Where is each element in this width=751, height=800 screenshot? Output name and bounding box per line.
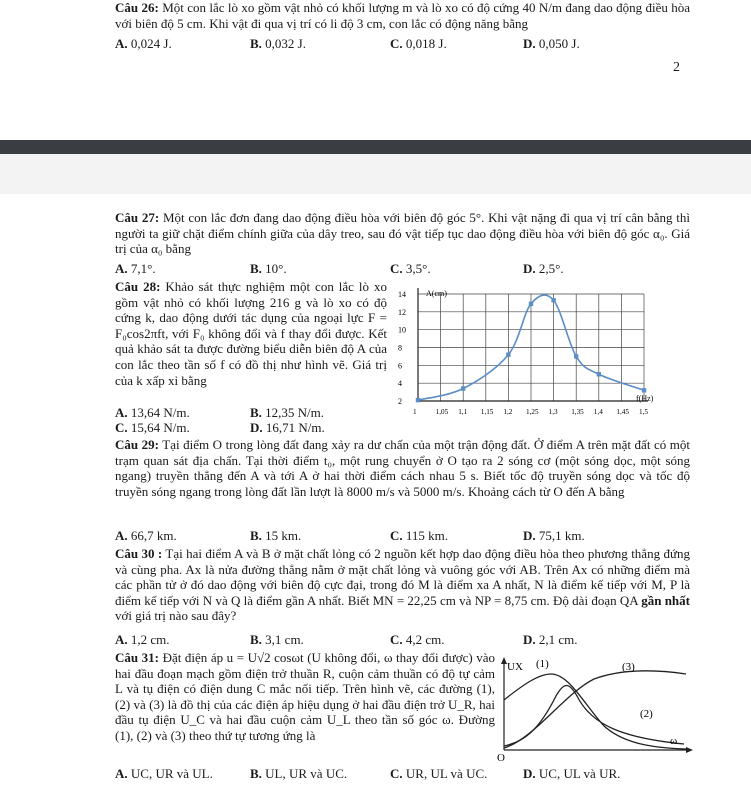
question-27 [115, 210, 690, 257]
curve-1-label: (1) [536, 658, 549, 670]
option-c: C. 15,64 N/m. [115, 420, 190, 435]
y-tick-label: 4 [398, 379, 402, 389]
option-d: D. 2,1 cm. [523, 632, 578, 647]
question-emphasis: gần nhất [641, 592, 690, 608]
option-c: C. 4,2 cm. [390, 632, 445, 647]
x-tick-label: 1,05 [435, 408, 449, 416]
origin-label: O [497, 752, 505, 764]
answer-options-28 [115, 405, 695, 421]
answer-options-26 [115, 36, 695, 52]
answer-options-28b [115, 420, 695, 436]
question-label: Câu 27: [115, 210, 160, 225]
question-label: Câu 26: [115, 0, 159, 15]
option-d: D. 75,1 km. [523, 528, 585, 543]
x-tick-label: 1,2 [503, 408, 513, 416]
option-d: D. 16,71 N/m. [250, 420, 325, 435]
voltage-curves-figure [494, 654, 694, 764]
option-c: C. UR, UL và UC. [390, 766, 488, 781]
option-a: A. 7,1°. [115, 261, 156, 276]
option-d: D. UC, UL và UR. [523, 766, 621, 781]
data-point [551, 298, 555, 302]
y-tick-labels [398, 290, 406, 406]
y-axis-label: UX [507, 661, 523, 673]
x-tick-label: 1,4 [593, 408, 603, 416]
y-tick-label: 6 [398, 361, 402, 371]
chart-grid [418, 294, 644, 401]
question-label: Câu 30 : [115, 546, 163, 561]
question-text: Một con lắc đơn đang dao động điều hòa với biên độ góc 5°. Khi vật nặng đi qua vị trí cân bằng thì người ta giữ chặt điểm chính giữa của dây treo, sau đó vật tiếp tục dao động điều hòa với biên độ góc α₀. Giá trị của α₀ bằng [115, 210, 691, 257]
page-3 [0, 194, 751, 800]
question-text: Đặt điện áp u = U√2 cosωt (U không đổi, ω thay đổi được) vào hai đầu đoạn mạch gồm điện trở thuần R, cuộn cảm thuần có độ tự cảm L và tụ điện có điện dung C mắc nối tiếp. Trên hình vẽ, các đường (1), (2) và (3) là đồ thị của các điện áp hiệu dụng ở hai đầu điện trở U_R, hai đầu tụ điện U_C và hai đầu cuộn cảm U_L theo tần số góc ω. Đường (1), (2) và (3) theo thứ tự tương ứng là [115, 650, 495, 743]
question-text: Tại hai điểm A và B ở mặt chất lỏng có 2 nguồn kết hợp dao động điều hòa theo phương thẳng đứng và cùng pha. Ax là nửa đường thẳng nằm ở mặt chất lỏng và vuông góc với AB. Trên Ax có những điểm mà các phần tử ở đó dao động với biên độ cực đại, trong đó M là điểm xa A nhất, N là điểm kế tiếp với M, P là điểm kế tiếp với N và Q là điểm gần A nhất. Biết MN = 22,25 cm và NP = 8,75 cm. Độ dài đoạn QA [115, 546, 691, 608]
x-tick-label: 1,15 [480, 408, 494, 416]
question-text: Một con lắc lò xo gồm vật nhỏ có khối lượng m và lò xo có độ cứng 40 N/m đang dao động điều hòa với biên độ 5 cm. Khi vật đi qua vị trí có li độ 3 cm, con lắc có động năng bằng [115, 0, 691, 31]
resonance-chart [392, 284, 660, 424]
x-axis-label: ω [670, 735, 678, 747]
data-point [597, 372, 601, 376]
question-label: Câu 29: [115, 437, 159, 452]
curve-1 [504, 674, 686, 749]
answer-options-30 [115, 632, 695, 648]
option-b: B. 10°. [250, 261, 287, 276]
x-tick-label: 1 [413, 408, 417, 416]
answer-options-29 [115, 528, 695, 544]
option-d: D. 2,5°. [523, 261, 564, 276]
option-a: A. 66,7 km. [115, 528, 177, 543]
option-c: C. 0,018 J. [390, 36, 447, 51]
question-text: Khảo sát thực nghiệm một con lắc lò xo gồm vật nhỏ có khối lượng 216 g và lò xo có độ cứng k, dao động dưới tác dụng của ngoại lực F = F₀cos2πft, với F₀ không đổi và f thay đổi được. Kết quả khảo sát ta được đường biểu diễn biên độ A của con lắc theo tần số f có đồ thị như hình vẽ. Giá trị của k xấp xỉ bằng [115, 279, 388, 388]
question-31 [115, 650, 495, 744]
page-gap [0, 154, 751, 194]
option-b: B. 12,35 N/m. [250, 405, 325, 420]
y-tick-label: 14 [398, 290, 406, 299]
y-tick-label: 10 [398, 325, 406, 335]
question-28 [115, 279, 387, 388]
question-29 [115, 437, 690, 499]
x-axis-arrow [686, 747, 693, 753]
option-a: A. 0,024 J. [115, 36, 172, 51]
data-point [506, 352, 510, 356]
option-c: C. 3,5°. [390, 261, 431, 276]
x-tick-label: 1,25 [526, 408, 539, 416]
option-b: B. 15 km. [250, 528, 302, 543]
answer-options-27 [115, 261, 695, 277]
question-30 [115, 546, 690, 624]
question-text: Tại điểm O trong lòng đất đang xảy ra dư chấn của một trận động đất. Ở điểm A trên mặt đất có một trạm quan sát địa chấn. Tại thời điểm t₀, một rung chuyển ở O tạo ra 2 sóng cơ (một sóng dọc, một sóng ngang) truyền thẳng đến A và tới A ở hai thời điểm cách nhau 5 s. Biết tốc độ truyền sóng dọc và tốc độ truyền sóng ngang trong lòng đất lần lượt là 8000 m/s và 5000 m/s. Khoảng cách từ O đến A bằng [115, 437, 691, 499]
y-tick-label: 12 [398, 307, 406, 317]
option-d: D. 0,050 J. [523, 36, 580, 51]
data-point [642, 388, 646, 392]
curve-2-label: (2) [640, 708, 653, 720]
curve-3 [504, 671, 686, 748]
question-label: Câu 31: [115, 650, 159, 665]
data-point [416, 398, 420, 402]
curve-2 [504, 686, 684, 747]
option-b: B. UL, UR và UC. [250, 766, 348, 781]
option-a: A. 1,2 cm. [115, 632, 170, 647]
option-c: C. 115 km. [390, 528, 449, 543]
x-axis-label: f(Hz) [636, 394, 654, 403]
x-tick-label: 1,35 [571, 408, 584, 416]
x-tick-label: 1,5 [639, 408, 648, 416]
question-label: Câu 28: [115, 279, 161, 294]
y-tick-label: 2 [398, 397, 402, 406]
x-tick-label: 1,45 [616, 408, 629, 416]
page-separator [0, 140, 751, 154]
data-point [574, 354, 578, 358]
data-point [529, 302, 533, 306]
x-tick-label: 1,3 [548, 408, 558, 416]
option-a: A. UC, UR và UL. [115, 766, 213, 781]
x-tick-label: 1,1 [458, 408, 468, 416]
y-tick-label: 8 [398, 343, 402, 353]
answer-options-31 [115, 766, 695, 782]
question-26 [115, 0, 690, 31]
option-b: B. 3,1 cm. [250, 632, 304, 647]
page-number: 2 [673, 60, 680, 75]
question-text-end: với giá trị nào sau đây? [115, 608, 237, 624]
data-point [461, 386, 465, 390]
option-b: B. 0,032 J. [250, 36, 306, 51]
option-a: A. 13,64 N/m. [115, 405, 190, 420]
y-axis-label: A(cm) [426, 289, 447, 298]
page-2-bottom [0, 0, 751, 140]
curve-3-label: (3) [622, 661, 635, 673]
